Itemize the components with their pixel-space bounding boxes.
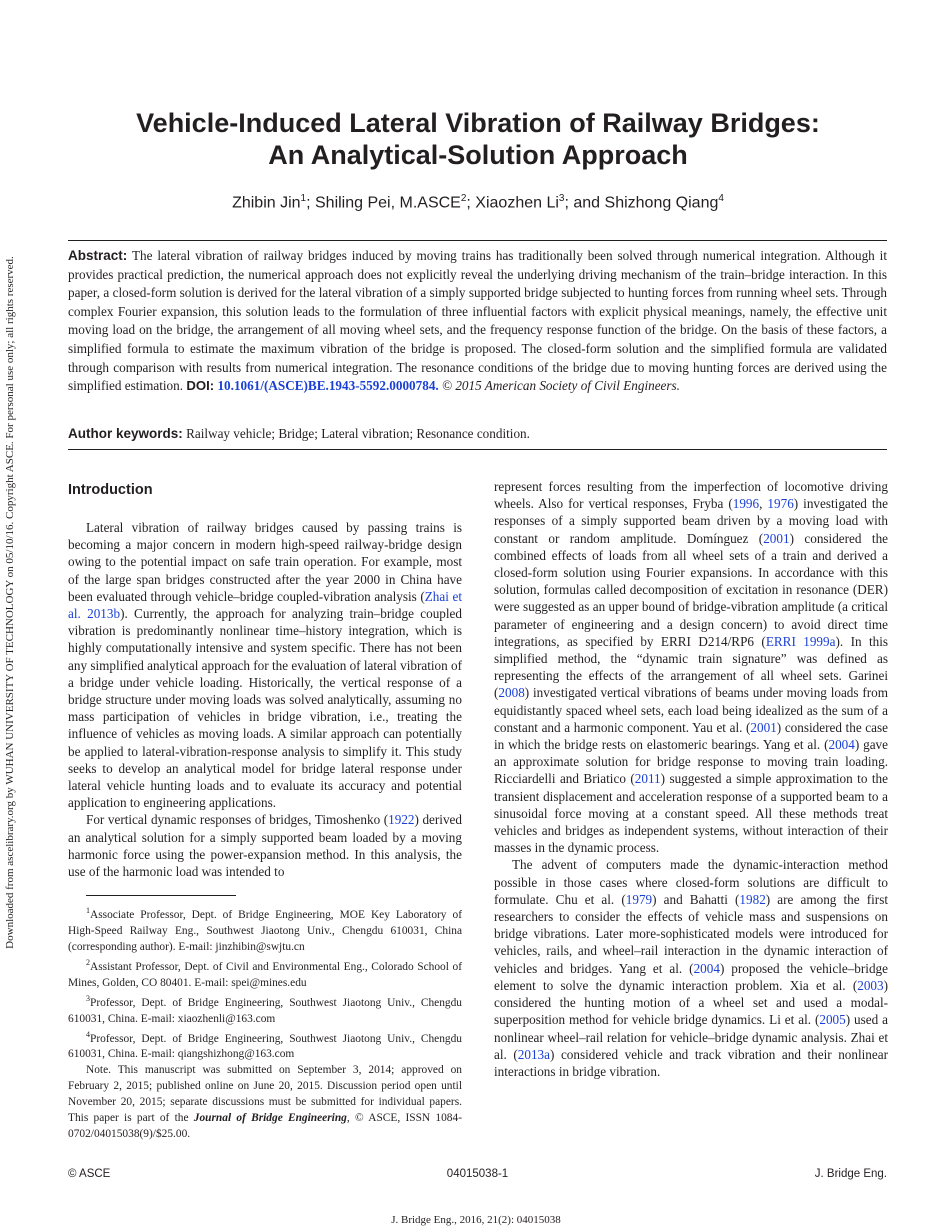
author-name: Xiaozhen Li	[475, 194, 559, 212]
body-paragraph	[68, 519, 462, 811]
citation-link[interactable]: 2013a	[517, 1046, 550, 1062]
citation-line: J. Bridge Eng., 2016, 21(2): 04015038	[391, 1214, 561, 1226]
footnote-text: Professor, Dept. of Bridge Engineering, Southwest Jiaotong Univ., Chengdu 610031, China. E-mail: xiaozhenli@163.com	[68, 996, 462, 1025]
citation-link[interactable]: 2008	[498, 685, 525, 701]
footnote-mark: 1	[86, 906, 90, 916]
keywords-bottom-rule	[68, 449, 887, 450]
author-name: Shiling Pei, M.ASCE	[315, 194, 461, 212]
citation-link[interactable]: ERRI 1999a	[765, 633, 836, 649]
body-text: ) suggested a simple approximation to the transient displacement and acceleration response of a supported beam to a sinusoidal force moving at a constant speed. All these methods treat vehicles and bridges as independent systems, without interaction of their masses in the dynamic process.	[494, 771, 888, 856]
body-text: For vertical dynamic responses of bridges, Timoshenko (	[86, 812, 389, 828]
body-text: ,	[759, 496, 768, 512]
download-notice	[2, 220, 18, 985]
citation-link[interactable]: Zhai et al. 2013b	[68, 588, 462, 622]
copyright-statement: © 2015 American Society of Civil Engineers.	[442, 378, 680, 394]
citation-link[interactable]: 1979	[625, 891, 653, 907]
footnote-text: Professor, Dept. of Bridge Engineering, Southwest Jiaotong Univ., Chengdu 610031, China. E-mail: qiangshizhong@163.com	[68, 1032, 462, 1061]
citation-link[interactable]: 2005	[819, 1012, 846, 1028]
body-paragraph	[494, 856, 888, 1080]
citation-link[interactable]: 2004	[693, 960, 720, 976]
body-text: ) gave an approximate solution for bridge response to moving train loading. Ricciardelli and Briatico (	[494, 737, 889, 787]
citation-link[interactable]: 2003	[857, 977, 884, 993]
footnote	[68, 991, 462, 1027]
author-affiliation-mark: 2	[460, 193, 467, 204]
page-footer	[68, 1168, 887, 1186]
author-keywords	[68, 425, 887, 443]
footnote-mark: 4	[86, 1029, 90, 1039]
author-affiliation-mark: 1	[300, 193, 307, 204]
keywords-label: Author keywords:	[68, 426, 183, 441]
footnote-rule	[86, 895, 236, 896]
body-paragraph	[494, 478, 888, 856]
body-text: ) and Bahatti (	[652, 891, 740, 907]
title-line-2: An Analytical-Solution Approach	[268, 140, 688, 170]
body-text: ) investigated vertical vibrations of beams under moving loads from equidistantly spaced wheel sets, each load being idealized as the sum of a constant and a harmonic component. Yau et al. (	[494, 685, 888, 735]
submission-note	[68, 1062, 462, 1142]
citation-link[interactable]: 1976	[767, 496, 794, 512]
note-text: Note. This manuscript was submitted on September 3, 2014; approved on February 2, 2015; published online on June 20, 2015. Discussion period open until November 20, 2015; separate discussions must be submitted for individual papers. This paper is part of the	[68, 1064, 462, 1125]
author-affiliation-mark: 4	[718, 193, 724, 204]
abstract-top-rule	[68, 240, 887, 241]
paper-title	[68, 107, 888, 171]
author-name: Shizhong Qiang	[604, 194, 719, 212]
footnote	[68, 1027, 462, 1063]
author-separator: ;	[306, 194, 315, 212]
body-text: ) considered vehicle and track vibration and their nonlinear interactions in bridge vibration.	[494, 1046, 888, 1079]
body-text: represent forces resulting from the imperfection of locomotive driving wheels. Also for vertical responses, Fryba (	[494, 479, 888, 512]
journal-name: Journal of Bridge Engineering	[193, 1112, 347, 1125]
footnote	[68, 955, 462, 991]
body-text: ). In this simplified method, the “dynamic train signature” was defined as representing the effects of the arrangement of all wheel sets. Garinei (	[494, 633, 888, 701]
body-text: ). Currently, the approach for analyzing train–bridge coupled vibration is predominantly nonlinear time–history integration, which is highly computationally intensive and system specific. There has not been any simplified analytical approach for the evaluation of lateral vibration of a bridge under vehicle loading. Historically, the vertical response of a bridge structure under moving loads was solved analytically, assuming no mass participation of vehicles in bridge vibration, i.e., treating the influence of vehicles as moving loads. A similar approach can potentially be applied to lateral-vibration-response analysis to simplify it. This study seeks to develop an analytical model for bridge lateral response under lateral vehicle hunting loads and to evaluate its accuracy and potential application to engineering applications.	[68, 606, 463, 811]
footnote-text: Assistant Professor, Dept. of Civil and Environmental Eng., Colorado School of Mines, Golden, CO 80401. E-mail: spei@mines.edu	[68, 960, 462, 989]
footnote	[68, 903, 462, 955]
author-separator: ;	[466, 194, 476, 212]
body-text: The advent of computers made the dynamic-interaction method possible in those cases where closed-form solutions are difficult to formulate. Chu et al. (	[494, 857, 888, 907]
author-list	[68, 188, 888, 214]
citation-link[interactable]: 1982	[739, 891, 766, 907]
footer-page-id: 04015038-1	[446, 1168, 509, 1180]
footnotes	[68, 903, 462, 1142]
footnote-text: Associate Professor, Dept. of Bridge Engineering, MOE Key Laboratory of High-Speed Railway Eng., Southwest Jiaotong Univ., Chengdu 610031, China (corresponding author). E-mail: jinzhibin@swjtu.cn	[68, 909, 462, 954]
title-line-1: Vehicle-Induced Lateral Vibration of Railway Bridges:	[136, 108, 820, 138]
body-text: ) derived an analytical solution for a simply supported beam loaded by a moving harmonic force using the power-expansion method. In this analysis, the use of the harmonic load was intended to	[68, 812, 463, 880]
left-column	[68, 478, 462, 1142]
body-text: ) considered the hunting motion of a wheel set and used a modal-superposition method for vehicle bridge dynamics. Li et al. (	[494, 977, 888, 1028]
abstract	[68, 247, 887, 396]
body-paragraph	[68, 811, 462, 880]
doi-label: DOI:	[186, 378, 215, 394]
author-name: Zhibin Jin	[232, 194, 301, 212]
download-notice-text: Downloaded from ascelibrary.org by WUHAN UNIVERSITY OF TECHNOLOGY on 05/10/16. Copyright ASCE. For personal use only; all rights reserved.	[4, 256, 16, 949]
citation-link[interactable]: 2001	[750, 719, 777, 735]
body-text: ) investigated the responses of a simply supported beam driven by a moving load with constant or random amplitude. Domínguez (	[494, 496, 888, 546]
citation-link[interactable]: 1996	[732, 496, 760, 512]
citation-link[interactable]: 2004	[828, 737, 855, 753]
keywords-text: Railway vehicle; Bridge; Lateral vibration; Resonance condition.	[186, 426, 530, 441]
body-text: ) used a nonlinear wheel–rail relation for vehicle–bridge dynamic analysis. Zhai et al. (	[494, 1012, 888, 1062]
abstract-text: The lateral vibration of railway bridges induced by moving trains has traditionally been solved through numerical integration. Although it provides practical prediction, the numerical approach does not explicitly reveal the underlying driving mechanism of the train–bridge interaction. In this paper, a closed-form solution is derived for the lateral vibration of a simply supported bridge subjected to hunting forces from running wheel sets. Through complex Fourier expansion, this solution leads to the formulation of three influential factors with explicit physical meanings, namely, the effective unit moving load on the bridge, the arrangement of all moving wheel sets, and the frequency response function of the bridge. On the basis of these factors, a simplified formula to estimate the maximum vibration of the bridge is proposed. The closed-form solution and the simplified formula are validated through comparison with results from numerical integration. The resonance conditions of the bridge due to moving hunting forces are derived using the simplified estimation.	[68, 248, 888, 394]
citation-link[interactable]: 2011	[634, 771, 661, 787]
doi-link[interactable]: 10.1061/(ASCE)BE.1943-5592.0000784.	[217, 378, 439, 394]
body-text: ) proposed the vehicle–bridge element to solve the dynamic interaction problem. Xia et al. (	[494, 960, 888, 993]
note-text: , © ASCE, ISSN 1084-0702/04015038(9)/$25.00.	[68, 1112, 462, 1141]
right-column	[494, 478, 888, 1080]
footer-journal: J. Bridge Eng.	[814, 1168, 887, 1180]
section-heading-introduction: Introduction	[68, 482, 153, 498]
footnote-mark: 2	[86, 958, 90, 968]
citation-link[interactable]: 1922	[388, 812, 415, 828]
footer-publisher: © ASCE	[68, 1168, 111, 1180]
body-text: ) considered the combined effects of loads from all wheel sets of a train and derived a closed-form solution using Fourier expansions. In accordance with this solution, formulas called decomposition of excitation in resonance (DER) were suggested as an upper bound of bridge-vibration amplitude (a critical parameter of engineering and a design concern) to avoid direct time integrations, as specified by ERRI D214/RP6 (	[494, 530, 889, 649]
body-text: ) are among the first researchers to consider the effects of vehicle mass and suspensions on bridge vibrations. Later more-sophisticated models were introduced for vehicles, rails, and wheel–rail interaction in the dynamic interaction of vehicles and bridges. Yang et al. (	[494, 891, 888, 976]
citation-link[interactable]: 2001	[763, 530, 790, 546]
author-separator: ; and	[564, 194, 605, 212]
body-text: Lateral vibration of railway bridges caused by passing trains is becoming a major concern in modern high-speed railway-bridge design owing to the potential impact on safe train operation. For example, most of the large span bridges constructed after the year 2000 in China have been evaluated through vehicle–bridge coupled-vibration analysis (	[68, 520, 462, 604]
body-text: ) considered the case in which the bridge rests on elastomeric bearings. Yang et al. (	[494, 719, 888, 753]
author-affiliation-mark: 3	[558, 193, 565, 204]
footnote-mark: 3	[86, 993, 90, 1003]
abstract-label: Abstract:	[68, 248, 128, 263]
